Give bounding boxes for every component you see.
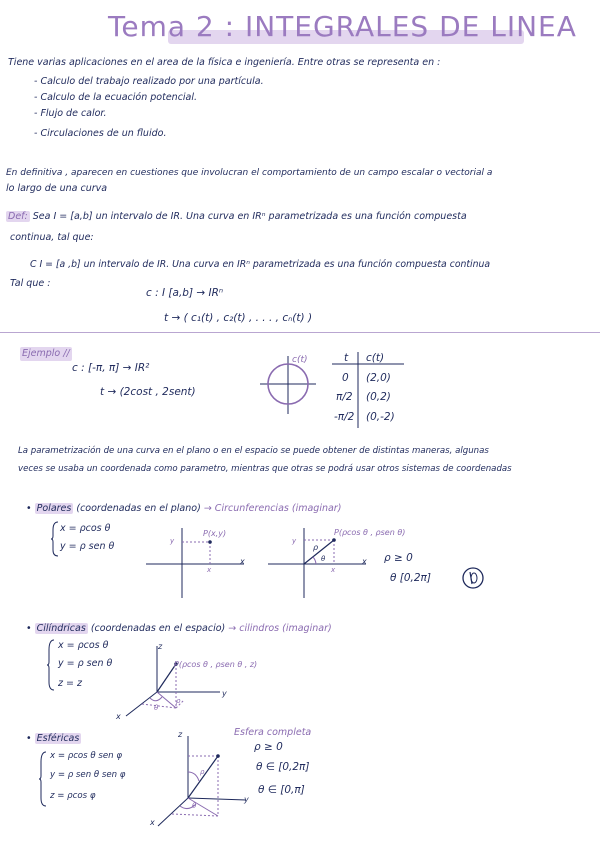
- esfericas-theta: θ: [192, 802, 197, 810]
- ejemplo-label: Ejemplo //: [22, 348, 70, 359]
- intro-item-2: - Calculo de la ecuación potencial.: [34, 92, 198, 103]
- polares-point-1: P(x,y): [203, 529, 227, 538]
- definitiva-line-2: lo largo de una curva: [6, 183, 108, 194]
- cilindricas-3d-diagram: [112, 640, 242, 730]
- polares-axis-x-2: x: [362, 557, 367, 566]
- cilindricas-arrow: → cilindros (imaginar): [228, 623, 332, 634]
- def-line-2: continua, tal que:: [10, 232, 94, 243]
- cilindricas-desc: (coordenadas en el espacio): [90, 623, 226, 634]
- table-header-t: t: [344, 352, 349, 364]
- cilindricas-eq-2: y = ρ sen θ: [58, 658, 113, 669]
- polares-label: Polares: [36, 503, 72, 514]
- circled-note-icon: [460, 565, 486, 591]
- table-row-3-ct: (0,-2): [366, 411, 395, 423]
- polares-cond-1: ρ ≥ 0: [384, 552, 413, 564]
- table-row-1-t: 0: [342, 372, 349, 384]
- page-title: Tema 2 : INTEGRALES DE LINEA: [108, 10, 577, 43]
- polares-rho: ρ: [313, 543, 319, 552]
- def-line-3: C I = [a ,b] un intervalo de IR. Una curva en IRⁿ parametrizada es una función compuesta continua: [30, 259, 491, 270]
- ejemplo-map-2: t → (2cost , 2sent): [100, 386, 196, 398]
- esfericas-axis-x: x: [150, 818, 155, 827]
- def-map-1: c : I [a,b] → IRⁿ: [146, 287, 224, 299]
- esfericas-bullet: •: [26, 733, 32, 744]
- table-row-3-t: -π/2: [334, 411, 355, 423]
- cilindricas-point: P(ρcos θ , ρsen θ , z): [174, 660, 258, 669]
- esfericas-rho: ρ: [200, 768, 205, 776]
- table-header-ct: c(t): [366, 352, 385, 364]
- cilindricas-bullet: •: [26, 623, 32, 634]
- esfericas-3d-diagram: [146, 728, 256, 840]
- polares-cond-2: θ [0,2π]: [390, 572, 431, 584]
- cilindricas-eq-1: x = ρcos θ: [58, 640, 109, 651]
- polares-axis-x-1: x: [240, 557, 245, 566]
- esfericas-brace: [38, 750, 48, 808]
- esfericas-label: Esféricas: [36, 733, 80, 744]
- cilindricas-axis-x: x: [116, 712, 121, 721]
- def-label: Def:: [8, 211, 28, 222]
- cilindricas-rho: ρ: [176, 697, 181, 705]
- polares-theta: θ: [321, 555, 326, 563]
- cilindricas-brace: [46, 638, 56, 692]
- intro-item-4: - Circulaciones de un fluido.: [34, 128, 167, 139]
- table-row-2-ct: (0,2): [366, 391, 391, 403]
- polares-tick-x-1: x: [207, 566, 212, 574]
- esfericas-cond-2: θ ∈ [0,2π]: [256, 761, 310, 773]
- cilindricas-theta: θ: [154, 704, 159, 712]
- esfericas-axis-z: z: [178, 730, 183, 739]
- cilindricas-eq-3: z = z: [58, 678, 82, 689]
- intro-item-3: - Flujo de calor.: [34, 108, 107, 119]
- table-row-1-ct: (2,0): [366, 372, 391, 384]
- polares-eq-2: y = ρ sen θ: [60, 541, 115, 552]
- polares-point-2: P(ρcos θ , ρsen θ): [334, 528, 406, 537]
- polares-desc: (coordenadas en el plano): [76, 503, 201, 514]
- esfericas-complete: Esfera completa: [234, 727, 312, 738]
- intro-item-1: - Calculo del trabajo realizado por una partícula.: [34, 76, 264, 87]
- cilindricas-label: Cilíndricas: [36, 623, 86, 634]
- definitiva-line-1: En definitiva , aparecen en cuestiones que involucran el comportamiento de un campo escalar o vectorial a: [6, 168, 493, 178]
- esfericas-cond-3: θ ∈ [0,π]: [258, 784, 305, 796]
- intro-line: Tiene varias aplicaciones en el area de la física e ingeniería. Entre otras se representa en :: [8, 57, 441, 68]
- def-line-1: Sea I = [a,b] un intervalo de IR. Una curva en IRⁿ parametrizada es una función compuesta: [32, 211, 467, 222]
- polares-brace: [50, 520, 60, 558]
- cilindricas-axis-y: y: [222, 689, 227, 698]
- circle-diagram: [250, 350, 330, 420]
- circle-label: c(t): [292, 355, 308, 365]
- esfericas-cond-1: ρ ≥ 0: [254, 741, 283, 753]
- esfericas-axis-y: y: [244, 795, 249, 804]
- section-divider: [0, 332, 600, 333]
- polares-arrow: → Circunferencias (imaginar): [203, 503, 342, 514]
- table-row-2-t: π/2: [336, 391, 353, 403]
- esfericas-eq-3: z = ρcos φ: [50, 791, 96, 801]
- param-line-1: La parametrización de una curva en el plano o en el espacio se puede obtener de distintas maneras, algunas: [18, 446, 489, 456]
- polares-bullet: •: [26, 503, 32, 514]
- polares-eq-1: x = ρcos θ: [60, 523, 111, 534]
- def-map-2: t → ( c₁(t) , c₂(t) , . . . , cₙ(t) ): [164, 312, 313, 324]
- def-line-4: Tal que :: [10, 278, 51, 289]
- cilindricas-axis-z: z: [158, 642, 163, 651]
- polares-tick-x-2: x: [331, 566, 336, 574]
- esfericas-eq-1: x = ρcos θ sen φ: [50, 751, 122, 761]
- ejemplo-map-1: c : [-π, π] → IR²: [72, 362, 150, 374]
- param-line-2: veces se usaba un coordenada como parametro, mientras que otras se podrá usar otros sistemas de coordenadas: [18, 464, 512, 474]
- polares-tick-y-2: y: [292, 537, 297, 545]
- polares-tick-y-1: y: [170, 537, 175, 545]
- esfericas-eq-2: y = ρ sen θ sen φ: [50, 770, 126, 780]
